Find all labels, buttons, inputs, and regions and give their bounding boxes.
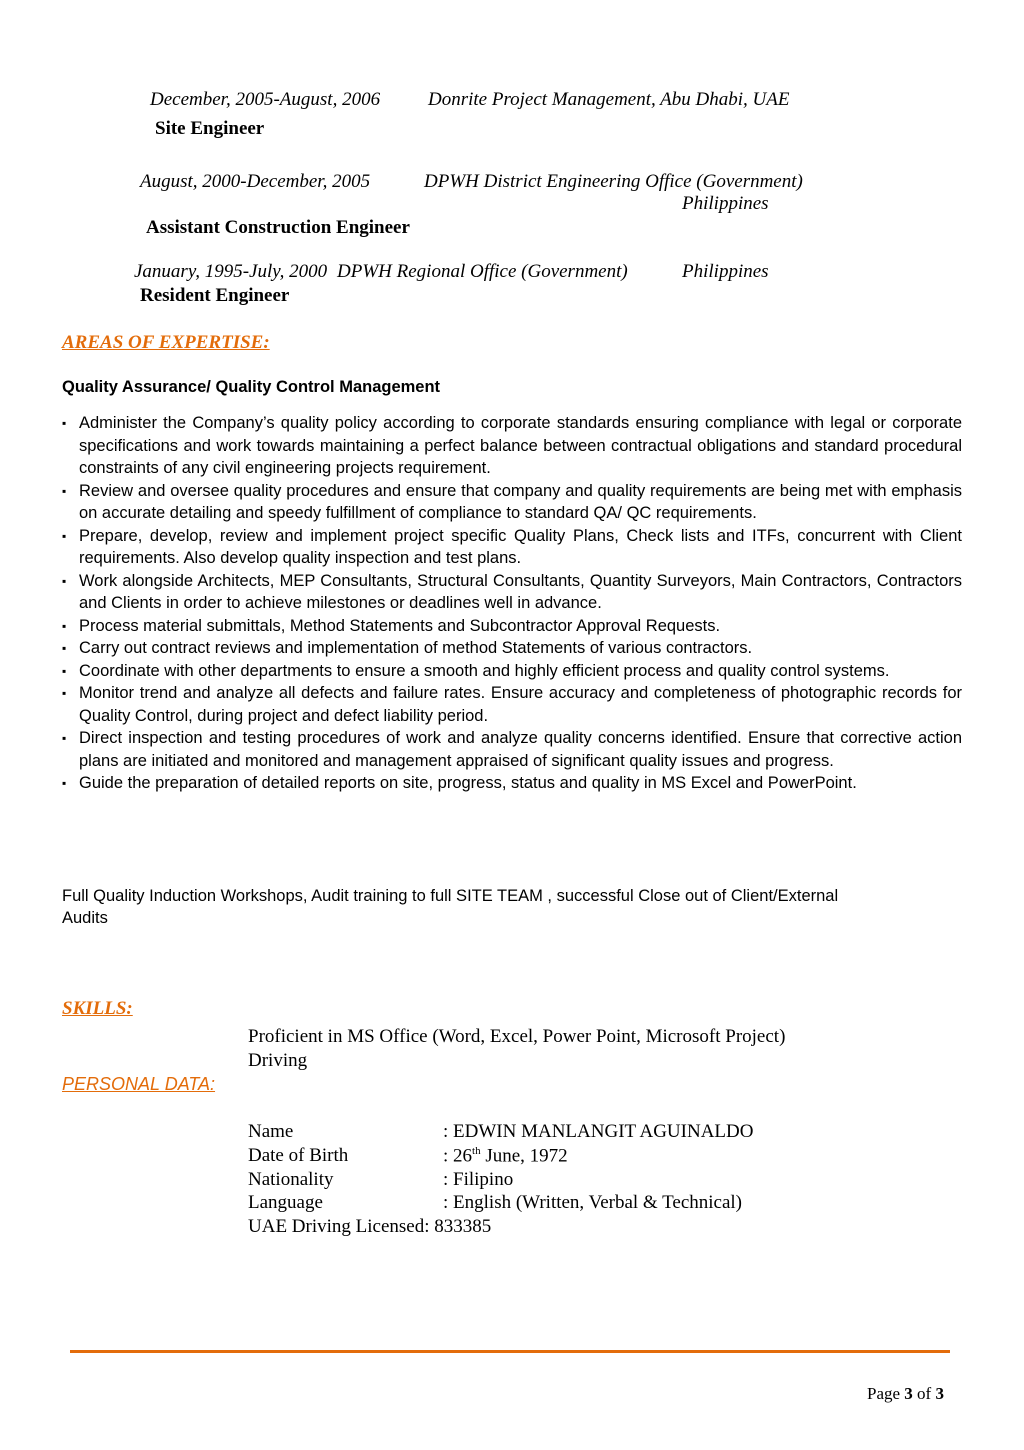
square-bullet-icon: ▪ bbox=[62, 483, 67, 498]
expertise-paragraph: Full Quality Induction Workshops, Audit training to full SITE TEAM , successful Close out of Client/External Audits bbox=[62, 887, 839, 927]
square-bullet-icon: ▪ bbox=[62, 573, 67, 588]
job-2-employer: DPWH District Engineering Office (Government) bbox=[424, 171, 803, 192]
list-item: ▪ Coordinate with other departments to ensure a smooth and highly efficient process and quality control systems. bbox=[62, 660, 962, 683]
skills-heading: SKILLS: bbox=[62, 998, 133, 1019]
footer-divider bbox=[70, 1350, 950, 1353]
square-bullet-icon: ▪ bbox=[62, 528, 67, 543]
list-item: ▪ Process material submittals, Method Statements and Subcontractor Approval Requests. bbox=[62, 615, 962, 638]
nationality-value: : Filipino bbox=[443, 1169, 514, 1190]
list-item: ▪ Guide the preparation of detailed reports on site, progress, status and quality in MS Excel and PowerPoint. bbox=[62, 772, 962, 795]
page-number: Page 3 of 3 bbox=[867, 1384, 944, 1403]
name-value: : EDWIN MANLANGIT AGUINALDO bbox=[443, 1121, 754, 1142]
square-bullet-icon: ▪ bbox=[62, 416, 67, 430]
language-value: : English (Written, Verbal & Technical) bbox=[443, 1192, 743, 1213]
list-item: ▪ Monitor trend and analyze all defects and failure rates. Ensure accuracy and completeness of photographic records for Quality Control, during project and defect liability period. bbox=[62, 684, 962, 725]
name-label: Name bbox=[248, 1121, 294, 1142]
list-item: ▪ Work alongside Architects, MEP Consultants, Structural Consultants, Quantity Surveyors, Main Contractors, Contractors and Clients in order to achieve milestones or deadlines well in advance. bbox=[62, 571, 962, 612]
job-1-title: Site Engineer bbox=[155, 118, 265, 139]
language-label: Language bbox=[248, 1192, 323, 1213]
job-3-employer: DPWH Regional Office (Government) bbox=[337, 261, 628, 282]
job-3-employer-location: Philippines bbox=[682, 261, 769, 282]
job-3-date: January, 1995-July, 2000 bbox=[134, 261, 328, 282]
job-3-title: Resident Engineer bbox=[140, 285, 290, 306]
square-bullet-icon: ▪ bbox=[62, 731, 67, 745]
dob-label: Date of Birth bbox=[248, 1145, 349, 1166]
square-bullet-icon: ▪ bbox=[62, 776, 67, 790]
list-item: ▪ Carry out contract reviews and implementation of method Statements of various contractors. bbox=[62, 637, 962, 660]
nationality-label: Nationality bbox=[248, 1169, 334, 1190]
list-item: ▪ Administer the Company’s quality policy according to corporate standards ensuring compliance with legal or corporate specifications and work towards maintaining a perfect balance between contractual obligations and standard procedural constraints of any civil engineering projects requirement. bbox=[62, 414, 962, 477]
job-1-employer: Donrite Project Management, Abu Dhabi, UAE bbox=[428, 89, 790, 110]
expertise-subheading: Quality Assurance/ Quality Control Management bbox=[62, 378, 441, 396]
skill-item-driving: Driving bbox=[248, 1050, 308, 1071]
job-1-date: December, 2005-August, 2006 bbox=[150, 89, 381, 110]
job-2-title: Assistant Construction Engineer bbox=[146, 217, 410, 238]
personal-data-heading: PERSONAL DATA: bbox=[62, 1074, 216, 1094]
dob-value: : 26th June, 1972 bbox=[443, 1145, 568, 1167]
square-bullet-icon: ▪ bbox=[62, 686, 67, 700]
skill-item-office: Proficient in MS Office (Word, Excel, Power Point, Microsoft Project) bbox=[248, 1026, 786, 1047]
square-bullet-icon: ▪ bbox=[62, 641, 67, 655]
expertise-heading: AREAS OF EXPERTISE: bbox=[62, 332, 270, 353]
list-item: ▪ Direct inspection and testing procedures of work and analyze quality concerns identified. Ensure that corrective action plans are initiated and monitored and management appraised of significant quality issues and progress. bbox=[62, 729, 962, 770]
expertise-bullet-list bbox=[62, 412, 962, 795]
job-2-date: August, 2000-December, 2005 bbox=[140, 171, 371, 192]
square-bullet-icon: ▪ bbox=[62, 618, 67, 633]
list-item: ▪ Review and oversee quality procedures and ensure that company and quality requirements are being met with emphasis on accurate detailing and speedy fulfillment of compliance to standard QA/ QC requirements. bbox=[62, 481, 962, 522]
square-bullet-icon: ▪ bbox=[62, 663, 67, 678]
list-item: ▪ Prepare, develop, review and implement project specific Quality Plans, Check lists and ITFs, concurrent with Client requirements. Also develop quality inspection and test plans. bbox=[62, 526, 962, 567]
job-2-employer-location: Philippines bbox=[682, 193, 769, 214]
driving-license: UAE Driving Licensed: 833385 bbox=[248, 1216, 492, 1237]
